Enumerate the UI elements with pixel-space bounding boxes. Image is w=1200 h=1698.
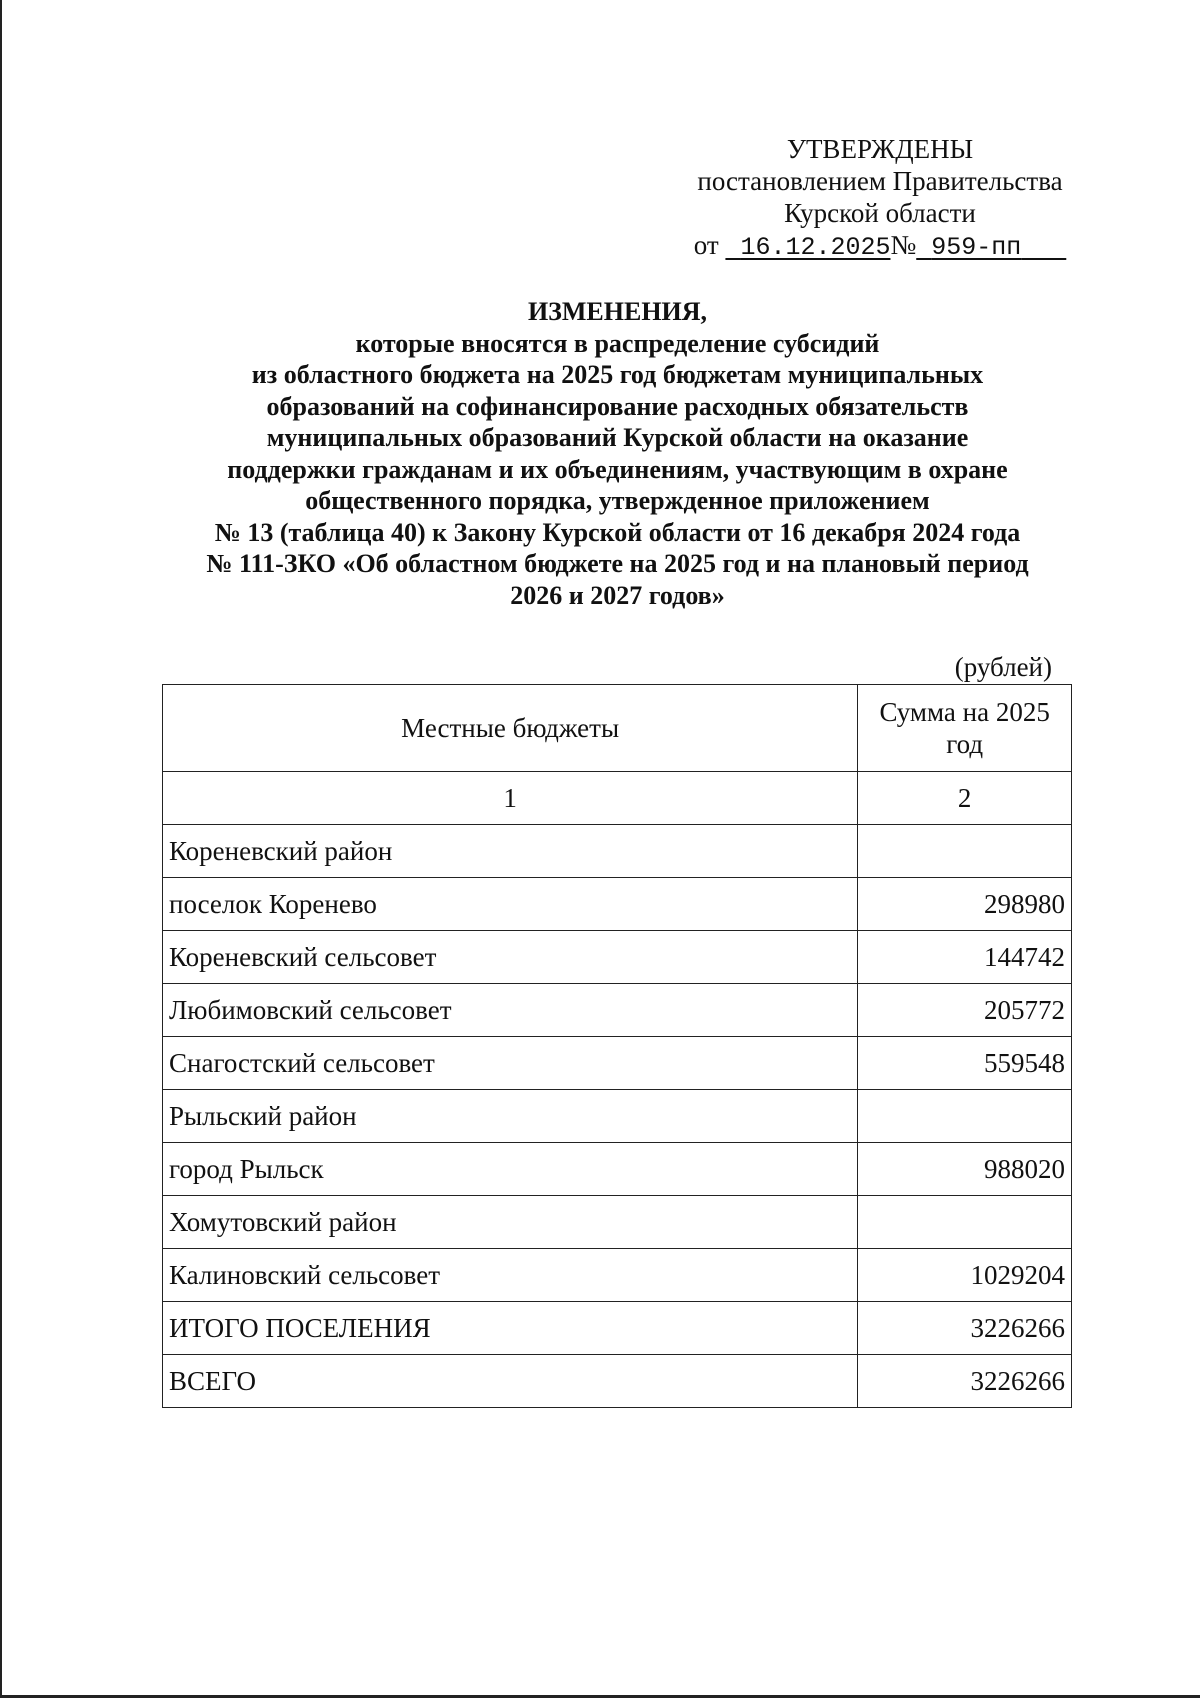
table-row [163,1143,1072,1196]
budget-name: поселок Коренево [163,878,858,931]
title-line: из областного бюджета на 2025 год бюджетам муниципальных [251,360,984,389]
budget-name: Кореневский сельсовет [163,931,858,984]
budget-sum: 3226266 [858,1302,1072,1355]
title-line: муниципальных образований Курской области на оказание [266,423,969,452]
document-title [150,296,1085,611]
table-row [163,1196,1072,1249]
title-line: которые вносятся в распределение субсидий [355,328,880,358]
title-line: № 111-ЗКО «Об областном бюджете на 2025 год и на плановый период [206,549,1029,578]
budget-sum: 3226266 [858,1355,1072,1408]
budget-sum: 988020 [858,1143,1072,1196]
column-number: 2 [858,772,1072,825]
budget-sum: 1029204 [858,1249,1072,1302]
budget-name: Любимовский сельсовет [163,984,858,1037]
budget-name: Хомутовский район [163,1196,858,1249]
approval-date: 16.12.2025 [740,233,891,262]
column-number: 1 [163,772,858,825]
budget-table [162,684,1072,1408]
budget-name: ВСЕГО [163,1355,858,1408]
budget-name: Рыльский район [163,1090,858,1143]
header-sum-2025: Сумма на 2025 год [858,685,1072,772]
budget-name: город Рыльск [163,1143,858,1196]
table-row [163,1249,1072,1302]
budget-sum: 559548 [858,1037,1072,1090]
title-line: 2026 и 2027 годов» [510,580,725,610]
approval-number: 959-пп [931,233,1022,262]
table-row [163,1302,1072,1355]
approval-stamp [680,133,1080,264]
title-line: поддержки гражданам и их объединениям, участвующим в охране [227,454,1008,484]
table-row [163,1037,1072,1090]
title-line: общественного порядка, утвержденное приложением [305,486,930,515]
title-heading: ИЗМЕНЕНИЯ, [527,297,708,326]
units-label: (рублей) [954,652,1052,682]
budget-name: Снагостский сельсовет [163,1037,858,1090]
budget-sum [858,1196,1072,1249]
budget-sum: 298980 [858,878,1072,931]
budget-name: ИТОГО ПОСЕЛЕНИЯ [163,1302,858,1355]
budget-name: Калиновский сельсовет [163,1249,858,1302]
table-row [163,931,1072,984]
number-prefix: № [890,230,917,260]
approval-authority: постановлением Правительства [697,166,1063,196]
table-row [163,825,1072,878]
budget-sum [858,1090,1072,1143]
budget-sum [858,825,1072,878]
table-row [163,1355,1072,1408]
approval-heading: УТВЕРЖДЕНЫ [786,134,974,164]
table-row [163,878,1072,931]
table-row [163,984,1072,1037]
budget-sum: 144742 [858,931,1072,984]
budget-name: Кореневский район [163,825,858,878]
table-row [163,1090,1072,1143]
column-number-row [163,772,1072,825]
title-line: № 13 (таблица 40) к Закону Курской области от 16 декабря 2024 года [214,517,1021,547]
title-line: образований на софинансирование расходных обязательств [266,391,969,421]
header-local-budgets: Местные бюджеты [163,685,858,772]
table-header-row [163,685,1072,772]
date-prefix: от [693,230,719,260]
approval-date-line [680,229,1080,264]
approval-region: Курской области [784,198,976,228]
budget-sum: 205772 [858,984,1072,1037]
